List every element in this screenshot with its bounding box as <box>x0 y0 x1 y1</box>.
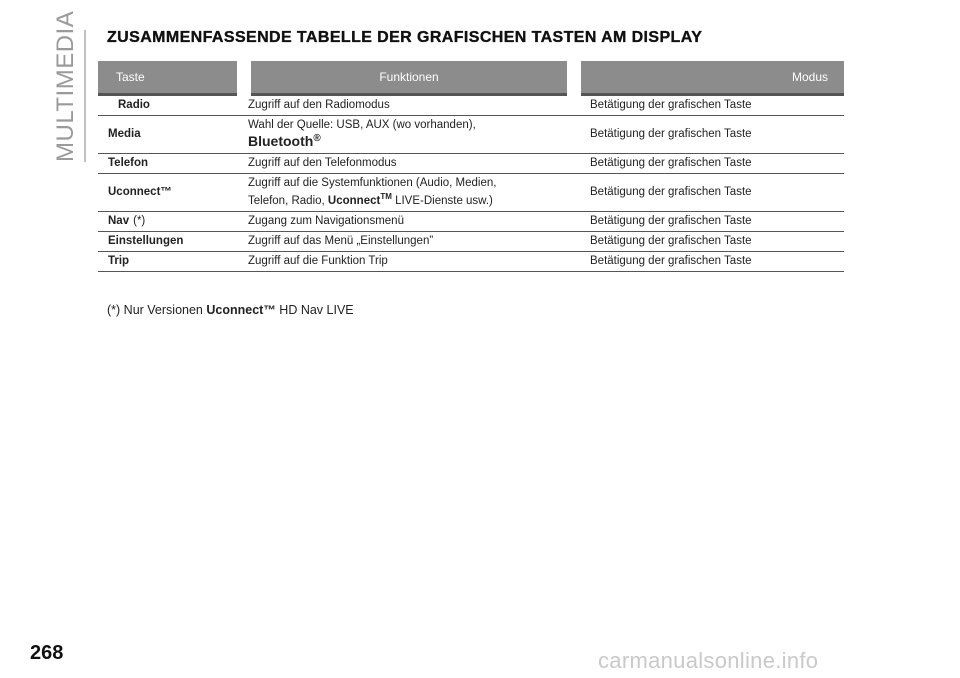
footnote-prefix: (*) Nur Versionen <box>107 303 207 317</box>
footnote-marker: (*) <box>133 214 146 227</box>
modus-cell: Betätigung der grafischen Taste <box>574 95 844 116</box>
table-row <box>98 211 844 231</box>
bluetooth-brand: Bluetooth <box>248 132 314 149</box>
table-row <box>98 95 844 116</box>
section-side-rule <box>84 30 86 162</box>
taste-label: Nav <box>108 214 130 227</box>
funktion-cell: Zugriff auf den Telefonmodus <box>244 153 574 173</box>
modus-cell: Betätigung der grafischen Taste <box>574 231 844 251</box>
watermark-text: carmanualsonline.info <box>598 648 819 673</box>
funktion-cell <box>244 173 574 211</box>
section-side-label-text: MULTIMEDIA <box>52 10 79 162</box>
page-title: ZUSAMMENFASSENDE TABELLE DER GRAFISCHEN TASTEN AM DISPLAY <box>107 29 703 46</box>
modus-cell: Betätigung der grafischen Taste <box>574 116 844 154</box>
funktion-text: Zugriff auf die Systemfunktionen (Audio, Medien, <box>248 176 497 189</box>
taste-cell: Einstellungen <box>98 231 244 251</box>
funktion-text: Wahl der Quelle: USB, AUX (wo vorhanden), <box>248 119 476 131</box>
funktion-cell <box>244 116 574 154</box>
table-row <box>98 231 844 251</box>
modus-cell: Betätigung der grafischen Taste <box>574 251 844 271</box>
taste-cell: Uconnect™ <box>98 173 244 211</box>
table-header-row <box>98 61 844 95</box>
taste-cell <box>98 211 244 231</box>
modus-cell: Betätigung der grafischen Taste <box>574 211 844 231</box>
taste-cell: Trip <box>98 251 244 271</box>
funktion-cell: Zugriff auf das Menü „Einstellungen” <box>244 231 574 251</box>
taste-cell: Telefon <box>98 153 244 173</box>
modus-cell: Betätigung der grafischen Taste <box>574 173 844 211</box>
funktion-text-prefix: Telefon, Radio, <box>248 194 328 207</box>
table-row <box>98 116 844 154</box>
taste-cell: Media <box>98 116 244 154</box>
table-footnote <box>107 303 354 317</box>
trademark-mark: TM <box>380 191 392 201</box>
funktion-cell: Zugriff auf die Funktion Trip <box>244 251 574 271</box>
footnote-brand: Uconnect™ <box>206 303 276 317</box>
funktion-cell: Zugriff auf den Radiomodus <box>244 95 574 116</box>
footnote-suffix: HD Nav LIVE <box>275 303 354 317</box>
page-number: 268 <box>30 642 64 664</box>
modus-cell: Betätigung der grafischen Taste <box>574 153 844 173</box>
header-modus: Modus <box>574 61 844 95</box>
header-funktionen: Funktionen <box>244 61 574 95</box>
table-row <box>98 173 844 211</box>
uconnect-brand: Uconnect <box>327 194 381 207</box>
display-buttons-table <box>98 61 844 272</box>
header-taste: Taste <box>98 61 244 95</box>
table-row <box>98 153 844 173</box>
table-row <box>98 251 844 271</box>
funktion-cell: Zugang zum Navigationsmenü <box>244 211 574 231</box>
section-side-label <box>52 10 92 162</box>
funktion-text-suffix: LIVE-Dienste usw.) <box>391 194 493 207</box>
registered-mark: ® <box>313 133 321 144</box>
taste-cell: Radio <box>98 95 244 116</box>
